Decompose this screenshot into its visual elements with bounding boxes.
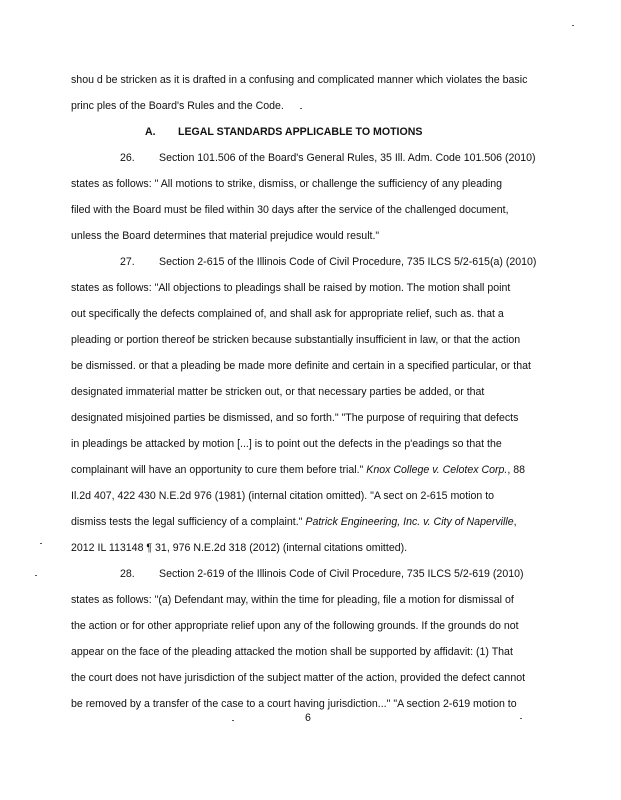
body-text: dismiss tests the legal sufficiency of a complaint." [71,516,306,528]
page-number: 6 [305,712,311,724]
body-line: be removed by a transfer of the case to a court having jurisdiction..." "A section 2-619 motion to [71,698,517,710]
body-line: designated misjoined parties be dismissed, and so forth." "The purpose of requiring that defects [71,412,519,424]
section-heading-letter: A. [145,126,156,138]
body-line: states as follows: "All objections to pleadings shall be raised by motion. The motion shall point [71,282,511,294]
body-line: out specifically the defects complained of, and shall ask for appropriate relief, such as. that a [71,308,504,320]
body-line: states as follows: " All motions to strike, dismiss, or challenge the sufficiency of any pleading [71,178,503,190]
scan-speck [300,108,302,109]
body-line [71,464,525,477]
paragraph-number: 27. [120,256,135,268]
body-text: Section 2-615 of the Illinois Code of Civil Procedure, 735 ILCS 5/2-615(a) (2010) [159,256,537,268]
body-line: states as follows: "(a) Defendant may, within the time for pleading, file a motion for dismissal of [71,594,514,606]
body-line: designated immaterial matter be stricken out, or that necessary parties be added, or that [71,386,485,398]
scan-speck [232,720,234,721]
body-text: Section 2-619 of the Illinois Code of Civil Procedure, 735 ILCS 5/2-619 (2010) [159,568,524,580]
case-citation: Patrick Engineering, Inc. v. City of Naperville [305,516,514,528]
body-line [71,516,517,529]
paragraph-26-first-line [120,152,536,165]
body-line: appear on the face of the pleading attacked the motion shall be supported by affidavit: (1) That [71,646,513,658]
body-line: be dismissed. or that a pleading be made more definite and certain in a specified particular, or that [71,360,531,372]
body-line: in pleadings be attacked by motion [...] is to point out the defects in the p'eadings so that the [71,438,502,450]
body-line: Il.2d 407, 422 430 N.E.2d 976 (1981) (internal citation omitted). "A sect on 2-615 motion to [71,490,495,502]
scan-speck [35,575,37,576]
paragraph-number: 26. [120,152,135,164]
body-text: Section 101.506 of the Board's General Rules, 35 Ill. Adm. Code 101.506 (2010) [159,152,536,164]
section-heading-text: LEGAL STANDARDS APPLICABLE TO MOTIONS [178,126,423,138]
case-citation: Knox College v. Celotex Corp. [366,464,508,476]
body-line: the action or for other appropriate relief upon any of the following grounds. If the grounds do not [71,620,519,632]
scan-speck [40,543,42,544]
body-line: shou d be stricken as it is drafted in a confusing and complicated manner which violates the basic [71,74,528,86]
body-text: , [513,516,517,528]
scan-speck [520,718,522,719]
body-line: filed with the Board must be filed within 30 days after the service of the challenged document, [71,204,509,216]
body-text: , 88 [507,464,526,476]
body-line: pleading or portion thereof be stricken because substantially insufficient in law, or that the action [71,334,521,346]
body-line: unless the Board determines that material prejudice would result." [71,230,380,242]
body-line: 2012 IL 113148 ¶ 31, 976 N.E.2d 318 (2012) (internal citations omitted). [71,542,408,554]
body-text: complainant will have an opportunity to cure them before trial." [71,464,367,476]
paragraph-28-first-line [120,568,524,581]
scan-speck [572,25,574,26]
paragraph-27-first-line [120,256,536,269]
paragraph-number: 28. [120,568,135,580]
body-line: princ ples of the Board's Rules and the Code. [71,100,284,112]
body-line: the court does not have jurisdiction of the subject matter of the action, provided the defect cannot [71,672,526,684]
